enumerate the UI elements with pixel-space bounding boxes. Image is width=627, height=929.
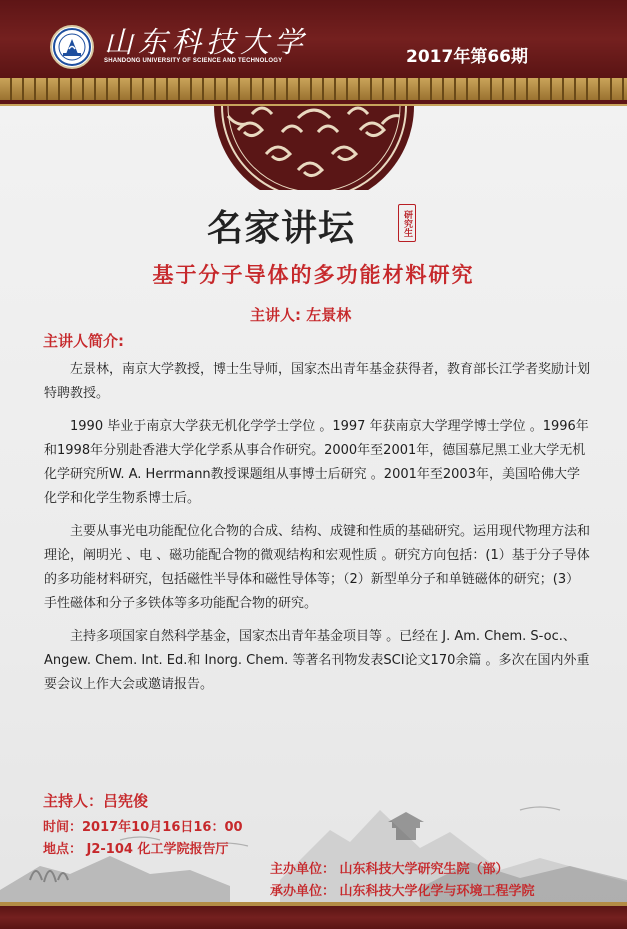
university-name: 山东科技大学 (104, 25, 309, 59)
lecture-title: 基于分子导体的多功能材料研究 (152, 263, 475, 287)
cloud-pattern-icon (208, 70, 420, 190)
bio-paragraph: 主持多项国家自然科学基金，国家杰出青年基金项目等 。已经在 J. Am. Chem. S-oc.、Angew. Chem. Int. Ed.和 Inorg. Chem. 等著名刊物发表SCI论文170余篇 。多次在国内外重要会议上作大会或邀请报告。 (44, 629, 590, 692)
university-emblem-icon (50, 25, 94, 69)
co-organizer-line: 承办单位： 山东科技大学化学与环境工程学院 (270, 884, 535, 899)
intro-heading: 主讲人简介: (43, 332, 124, 350)
speaker-line: 主讲人: 左景林 (250, 306, 352, 324)
header-band (0, 0, 627, 78)
location-line: 地点： J2-104 化工学院报告厅 (43, 842, 229, 857)
footer-band (0, 906, 627, 929)
forum-title: 名家讲坛 (207, 207, 356, 249)
seal-stamp-icon: 研究生 (398, 204, 416, 242)
host-line: 主持人：吕宪俊 (43, 792, 149, 810)
bio-paragraph: 主要从事光电功能配位化合物的合成、结构、成键和性质的基础研究。运用现代物理方法和理论，阐明光 、电 、磁功能配合物的微观结构和宏观性质 。研究方向包括：(1）基于分子导体的多功能材料研究，包括磁性半导体和磁性导体等；（2）新型单分子和单链磁体的研究；(3）手性磁体和分子多铁体等多功能配合物的研究。 (44, 524, 591, 611)
bio-paragraph: 1990 毕业于南京大学获无机化学学士学位 。1997 年获南京大学理学博士学位 。1996年和1998年分别赴香港大学化学系从事合作研究。2000年至2001年，德国慕尼黑工业大学无机化学研究所W. A. Herrmann教授课题组从事博士后研究 。2001年至2003年，美国哈佛大学化学和化学生物系博士后。 (44, 419, 589, 506)
university-name-english: SHANDONG UNIVERSITY OF SCIENCE AND TECHNOLOGY (104, 58, 283, 64)
issue-number: 2017年第66期 (406, 47, 528, 67)
organizer-line: 主办单位： 山东科技大学研究生院（部） (270, 862, 509, 877)
bio-paragraph: 左景林，南京大学教授，博士生导师，国家杰出青年基金获得者，教育部长江学者奖励计划特聘教授。 (44, 362, 591, 401)
time-line: 时间：2017年10月16日16：00 (43, 820, 243, 835)
speaker-bio (44, 358, 592, 706)
